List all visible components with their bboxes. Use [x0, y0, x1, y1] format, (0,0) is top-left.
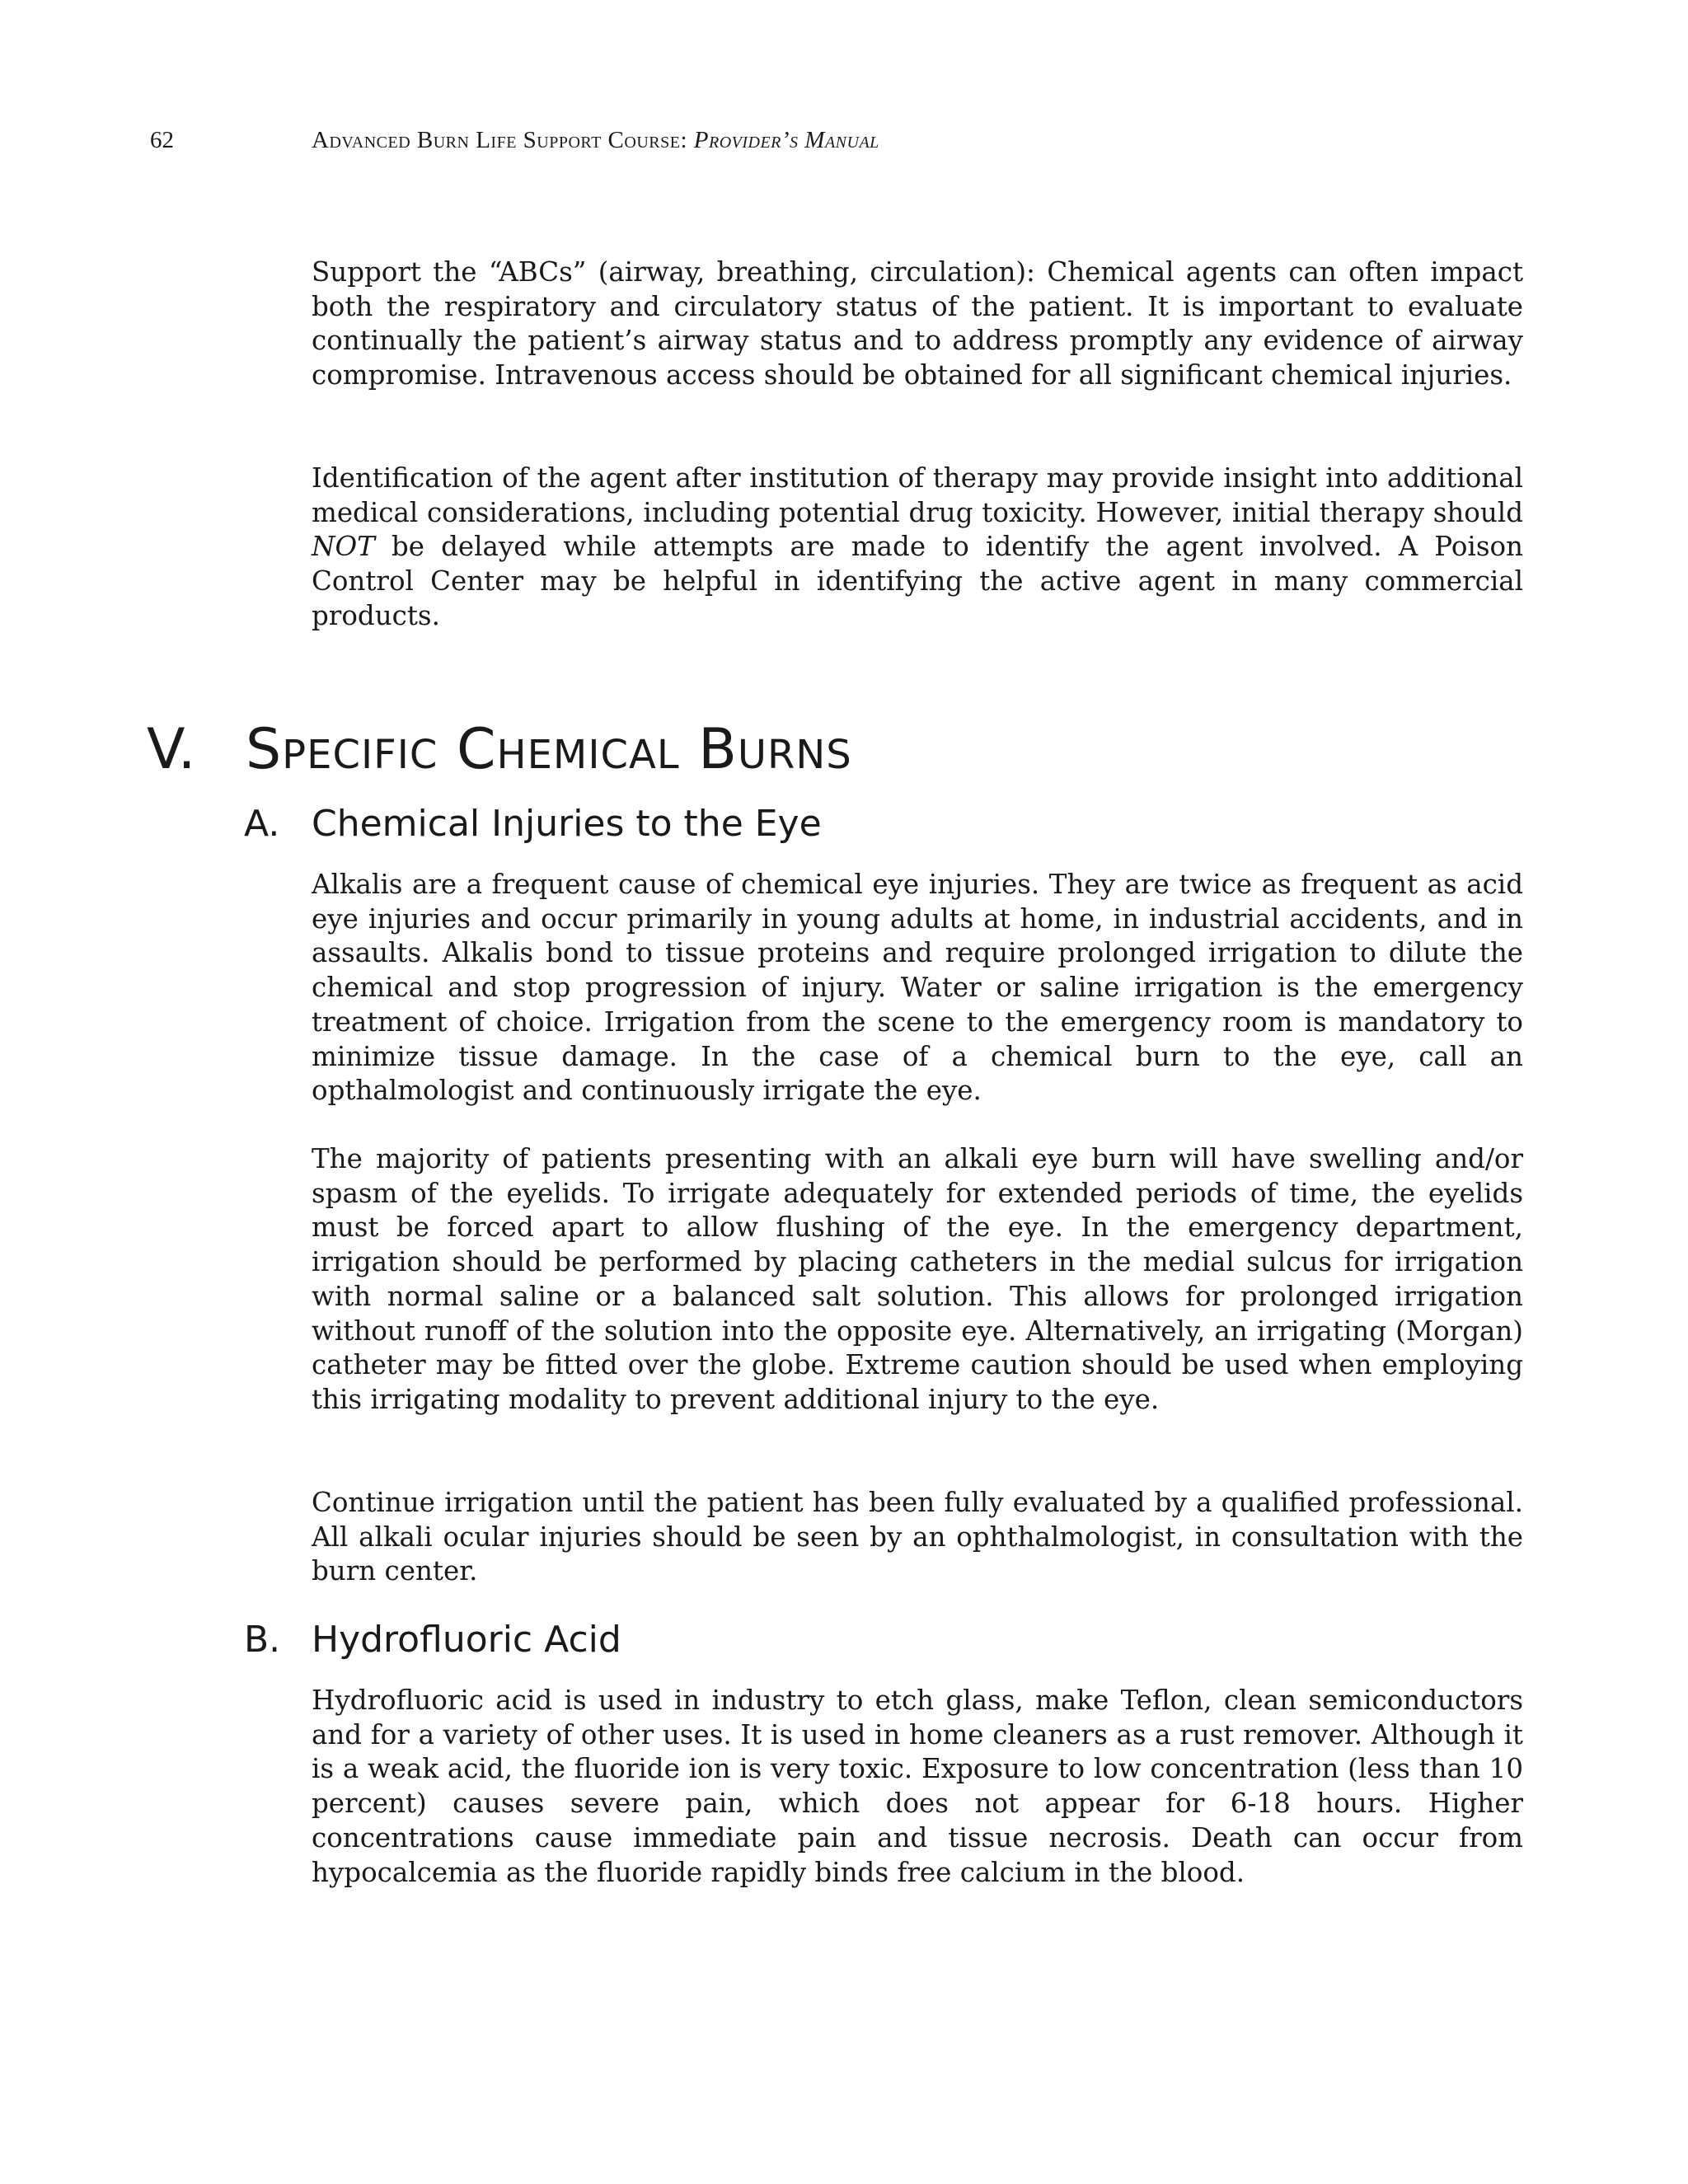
subsection-a-number: A.	[244, 803, 280, 845]
agent-identification-paragraph	[312, 462, 1523, 634]
running-header-title: Advanced Burn Life Support Course:	[312, 127, 694, 153]
eye-continue-irrigation-paragraph: Continue irrigation until the patient has been fully evaluated by a qualified professional. All alkali ocular injuries should be seen by an ophthalmologist, in consultation with the burn center.	[312, 1487, 1523, 1587]
subsection-b-number: B.	[244, 1619, 281, 1661]
agent-identification-emphasis: NOT	[312, 531, 375, 563]
subsection-b-title: Hydrofluoric Acid	[312, 1619, 621, 1661]
agent-identification-text-2: be delayed while attempts are made to identify the agent involved. A Poison Control Center may be helpful in identifying the active agent in many commercial products.	[312, 531, 1523, 631]
agent-identification-text-1: Identification of the agent after institution of therapy may provide insight into additional medical considerations, including potential drug toxicity. However, initial therapy should	[312, 462, 1523, 528]
section-title: Specific Chemical Burns	[246, 717, 852, 782]
eye-alkalis-paragraph: Alkalis are a frequent cause of chemical eye injuries. They are twice as frequent as acid eye injuries and occur primarily in young adults at home, in industrial accidents, and in assaults. Alkalis bond to tissue proteins and require prolonged irrigation to dilute the chemical and stop progression of injury. Water or saline irrigation is the emergency treatment of choice. Irrigation from the scene to the emergency room is mandatory to minimize tissue damage. In the case of a chemical burn to the eye, call an opthalmologist and continuously irrigate the eye.	[312, 869, 1523, 1107]
running-header	[312, 125, 879, 155]
section-number: V.	[147, 717, 196, 782]
eye-irrigation-paragraph: The majority of patients presenting with an alkali eye burn will have swelling and/or spasm of the eyelids. To irrigate adequately for extended periods of time, the eyelids must be forced apart to allow flushing of the eye. In the emergency department, irrigation should be performed by placing catheters in the medial sulcus for irrigation with normal saline or a balanced salt solution. This allows for prolonged irrigation without runoff of the solution into the opposite eye. Alternatively, an irrigating (Morgan) catheter may be fitted over the globe. Extreme caution should be used when employing this irrigating modality to prevent additional injury to the eye.	[312, 1143, 1523, 1415]
subsection-b-heading	[244, 1617, 621, 1663]
page-number: 62	[150, 127, 174, 153]
abcs-paragraph: Support the “ABCs” (airway, breathing, circulation): Chemical agents can often impact both the respiratory and circulatory status of the patient. It is important to evaluate continually the patient’s airway status and to address promptly any evidence of airway compromise. Intravenous access should be obtained for all significant chemical injuries.	[312, 256, 1523, 391]
hydrofluoric-acid-paragraph: Hydrofluoric acid is used in industry to etch glass, make Teflon, clean semiconductors and for a variety of other uses. It is used in home cleaners as a rust remover. Although it is a weak acid, the fluoride ion is very toxic. Exposure to low concentration (less than 10 percent) causes severe pain, which does not appear for 6-18 hours. Higher concentrations cause immediate pain and tissue necrosis. Death can occur from hypocalcemia as the fluoride rapidly binds free calcium in the blood.	[312, 1685, 1523, 1888]
subsection-a-heading	[244, 801, 822, 847]
section-heading	[147, 715, 852, 785]
running-header-subtitle: Provider’s Manual	[693, 127, 879, 153]
subsection-a-title: Chemical Injuries to the Eye	[312, 803, 822, 845]
